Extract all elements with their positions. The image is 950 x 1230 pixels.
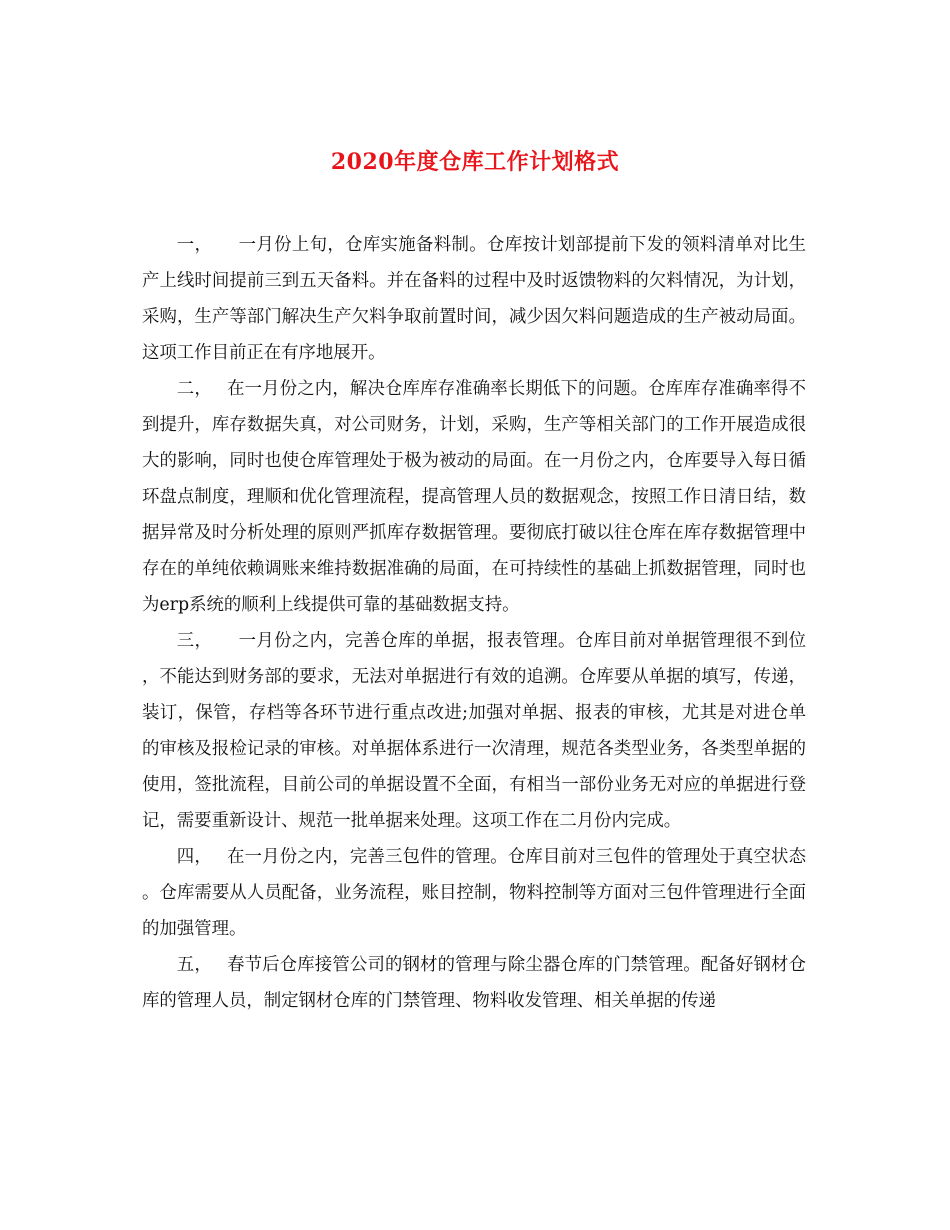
document-title: 2020年度仓库工作计划格式 (330, 149, 620, 175)
paragraph-2 (142, 371, 806, 623)
document-body (142, 227, 806, 1019)
paragraph-4-number: 四， (176, 847, 212, 867)
paragraph-5 (142, 947, 806, 1019)
paragraph-3-number: 三， (176, 631, 213, 651)
paragraph-4-text: 在一月份之内，完善三包件的管理。仓库目前对三包件的管理处于真空状态。仓库需要从人员配备，业务流程，账目控制，物料控制等方面对三包件管理进行全面的加强管理。 (142, 847, 806, 939)
paragraph-3 (142, 623, 806, 839)
paragraph-5-text: 春节后仓库接管公司的钢材的管理与除尘器仓库的门禁管理。配备好钢材仓库的管理人员，制定钢材仓库的门禁管理、物料收发管理、相关单据的传递 (142, 955, 806, 1011)
paragraph-2-number: 二， (176, 379, 212, 399)
paragraph-4 (142, 839, 806, 947)
paragraph-1 (142, 227, 806, 371)
paragraph-2-text: 在一月份之内，解决仓库库存准确率长期低下的问题。仓库库存准确率得不到提升，库存数据失真，对公司财务，计划，采购，生产等相关部门的工作开展造成很大的影响，同时也使仓库管理处于极为被动的局面。在一月份之内，仓库要导入每日循环盘点制度，理顺和优化管理流程，提高管理人员的数据观念，按照工作日清日结，数据异常及时分析处理的原则严抓库存数据管理。要彻底打破以往仓库在库存数据管理中存在的单纯依赖调账来维持数据准确的局面，在可持续性的基础上抓数据管理，同时也为erp系统的顺利上线提供可靠的基础数据支持。 (142, 379, 806, 615)
paragraph-5-number: 五， (176, 955, 212, 975)
paragraph-3-text: 一月份之内，完善仓库的单据，报表管理。仓库目前对单据管理很不到位，不能达到财务部的要求，无法对单据进行有效的追溯。仓库要从单据的填写，传递，装订，保管，存档等各环节进行重点改进;加强对单据、报表的审核，尤其是对进仓单的审核及报检记录的审核。对单据体系进行一次清理，规范各类型业务，各类型单据的使用，签批流程，目前公司的单据设置不全面，有相当一部份业务无对应的单据进行登记，需要重新设计、规范一批单据来处理。这项工作在二月份内完成。 (142, 631, 806, 831)
paragraph-1-text: 一月份上旬，仓库实施备料制。仓库按计划部提前下发的领料清单对比生产上线时间提前三到五天备料。并在备料的过程中及时返馈物料的欠料情况，为计划，采购，生产等部门解决生产欠料争取前置时间，减少因欠料问题造成的生产被动局面。这项工作目前正在有序地展开。 (142, 235, 806, 363)
paragraph-1-number: 一， (176, 235, 213, 255)
